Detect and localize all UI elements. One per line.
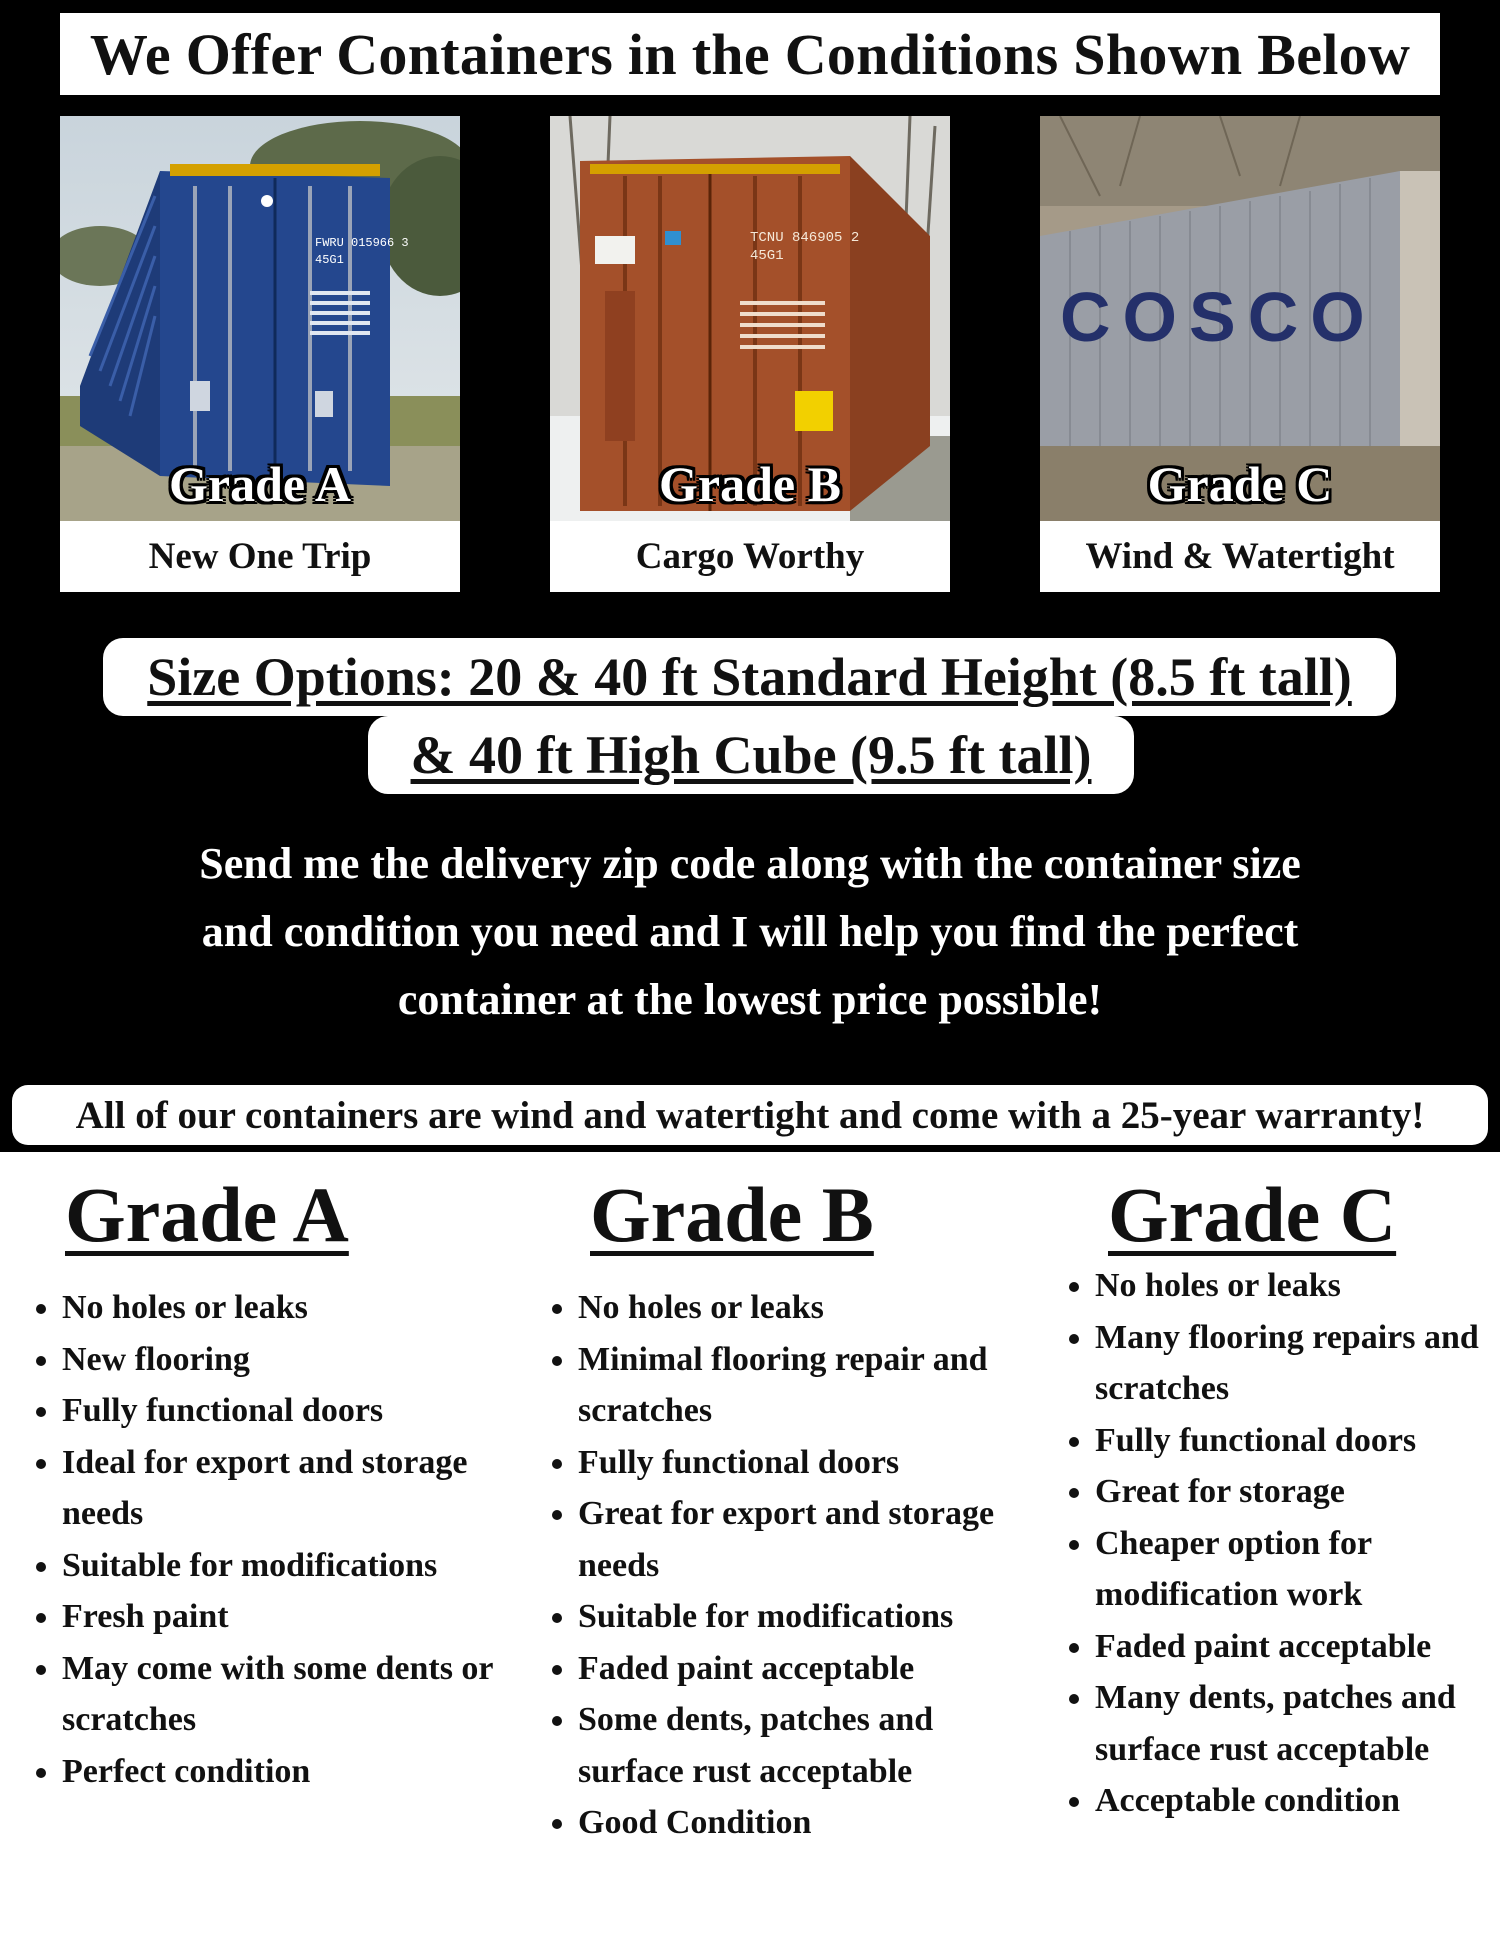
orange-container-photo <box>550 116 950 521</box>
grade-c-column <box>1063 1170 1483 1827</box>
grade-c-heading: Grade C <box>1108 1171 1397 1258</box>
list-item: • Perfect condition <box>62 1746 500 1798</box>
list-item: • Fully functional doors <box>62 1385 500 1437</box>
grade-c-overlay: Grade C <box>1147 456 1333 512</box>
list-item: • Fully functional doors <box>1095 1415 1483 1467</box>
grade-a-heading: Grade A <box>65 1171 349 1258</box>
list-item: • Faded paint acceptable <box>1095 1621 1483 1673</box>
grade-b-list <box>546 1282 996 1849</box>
list-item: • No holes or leaks <box>62 1282 500 1334</box>
grey-container-photo <box>1040 116 1440 521</box>
list-item: • Good Condition <box>578 1797 996 1849</box>
grade-b-caption: Cargo Worthy <box>635 536 865 577</box>
grade-c-card <box>1040 116 1440 592</box>
list-item: • Minimal flooring repair and scratches <box>578 1334 996 1437</box>
grade-c-caption: Wind & Watertight <box>1085 536 1395 577</box>
list-item: • Faded paint acceptable <box>578 1643 996 1695</box>
size-options-line-2: & 40 ft High Cube (9.5 ft tall) <box>368 716 1134 794</box>
list-item: • No holes or leaks <box>1095 1260 1483 1312</box>
list-item: • Some dents, patches and surface rust acceptable <box>578 1694 996 1797</box>
grade-a-caption: New One Trip <box>148 536 372 577</box>
blue-container-photo <box>60 116 460 521</box>
list-item: • Suitable for modifications <box>578 1591 996 1643</box>
svg-text:45G1: 45G1 <box>750 248 784 264</box>
list-item: • Many flooring repairs and scratches <box>1095 1312 1483 1415</box>
grade-a-list <box>30 1282 500 1797</box>
svg-text:TCNU 846905 2: TCNU 846905 2 <box>750 230 860 246</box>
list-item: • No holes or leaks <box>578 1282 996 1334</box>
list-item: • May come with some dents or scratches <box>62 1643 500 1746</box>
list-item: • Acceptable condition <box>1095 1775 1483 1827</box>
contact-message: Send me the delivery zip code along with the container size and condition you need and I will help you find the perfect container at the lowest price possible! <box>199 839 1301 1024</box>
list-item: • Fully functional doors <box>578 1437 996 1489</box>
svg-text:FWRU 015966 3: FWRU 015966 3 <box>315 236 409 250</box>
list-item: • Fresh paint <box>62 1591 500 1643</box>
svg-text:COSCO: COSCO <box>1060 278 1377 356</box>
warranty-banner: All of our containers are wind and watertight and come with a 25-year warranty! <box>12 1085 1488 1145</box>
list-item: • Great for storage <box>1095 1466 1483 1518</box>
list-item: • Great for export and storage needs <box>578 1488 996 1591</box>
grade-b-card <box>550 116 950 592</box>
list-item: • Cheaper option for modification work <box>1095 1518 1483 1621</box>
grade-a-overlay: Grade A <box>169 456 351 512</box>
size-options-line-1: Size Options: 20 & 40 ft Standard Height (8.5 ft tall) <box>103 638 1396 716</box>
grade-b-column <box>546 1170 996 1849</box>
grade-b-overlay: Grade B <box>659 456 841 512</box>
page-title: We Offer Containers in the Conditions Shown Below <box>60 13 1440 95</box>
list-item: • Ideal for export and storage needs <box>62 1437 500 1540</box>
list-item: • Many dents, patches and surface rust acceptable <box>1095 1672 1483 1775</box>
grade-a-column <box>30 1170 500 1797</box>
list-item: • New flooring <box>62 1334 500 1386</box>
grade-c-list <box>1063 1260 1483 1827</box>
svg-text:45G1: 45G1 <box>315 253 344 267</box>
list-item: • Suitable for modifications <box>62 1540 500 1592</box>
grade-a-card <box>60 116 460 592</box>
grade-b-heading: Grade B <box>590 1171 874 1258</box>
